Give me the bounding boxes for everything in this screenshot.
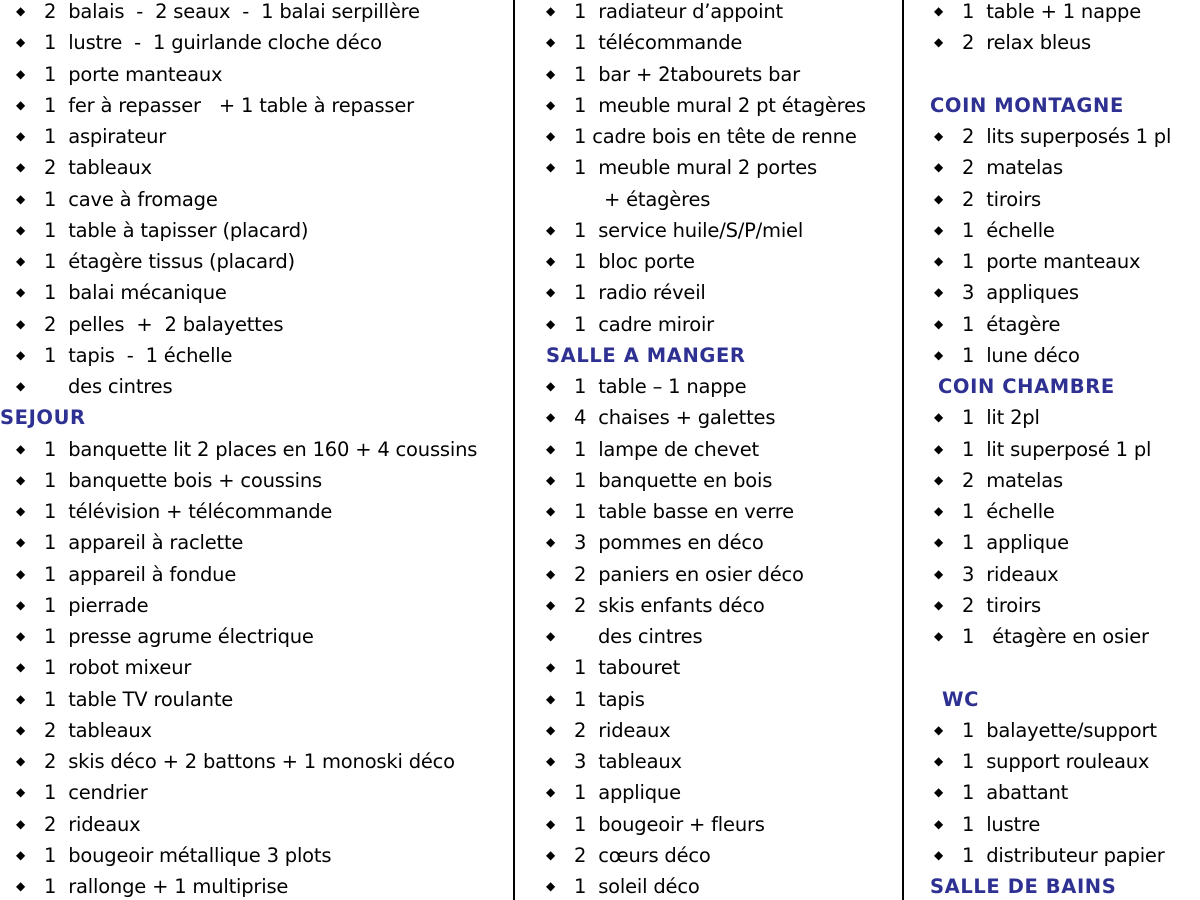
list-item-text: 1 lit superposé 1 pl: [962, 437, 1152, 461]
bullet-icon: ◆: [546, 4, 556, 18]
list-item-text: 1 fer à repasser + 1 table à repasser: [44, 93, 414, 117]
inventory-column-1: [0, 0, 512, 900]
list-item-text: 1 cave à fromage: [44, 187, 218, 211]
bullet-icon: ◆: [546, 316, 556, 331]
bullet-icon: ◆: [546, 691, 556, 706]
bullet-icon: ◆: [546, 35, 556, 50]
bullet-icon: ◆: [546, 566, 556, 581]
bullet-icon: ◆: [16, 347, 26, 362]
bullet-icon: ◆: [16, 472, 26, 487]
list-item-text: 1 support rouleaux: [962, 750, 1150, 773]
bullet-icon: ◆: [934, 316, 944, 331]
bullet-icon: ◆: [546, 410, 556, 425]
list-item-text: 1 lit 2pl: [962, 406, 1040, 430]
bullet-icon: ◆: [16, 316, 26, 331]
list-item-text: des cintres: [574, 625, 703, 648]
list-item-text: 1 table TV roulante: [44, 687, 234, 711]
list-item-text: 1 lustre: [962, 812, 1041, 836]
bullet-icon: ◆: [934, 4, 944, 18]
bullet-icon: ◆: [16, 66, 26, 81]
section-heading-text: SALLE A MANGER: [546, 343, 746, 367]
list-item-text: 1 table à tapisser (placard): [44, 218, 309, 242]
bullet-icon: ◆: [546, 722, 556, 737]
section-heading-text: COIN CHAMBRE: [938, 375, 1115, 398]
bullet-icon: ◆: [934, 629, 944, 643]
bullet-icon: ◆: [934, 191, 944, 206]
list-item-text: 1 lampe de chevet: [574, 437, 759, 461]
list-item-text: 1 distributeur papier: [962, 843, 1165, 867]
list-item-text: 1 télécommande: [574, 31, 743, 55]
bullet-icon: ◆: [16, 785, 26, 800]
bullet-icon: ◆: [546, 660, 556, 675]
bullet-icon: ◆: [934, 754, 944, 768]
list-item-text: 2 paniers en osier déco: [574, 562, 804, 586]
list-item-text: 3 pommes en déco: [574, 531, 764, 555]
list-item-text: 1 cadre miroir: [574, 312, 715, 336]
list-item-text: 4 chaises + galettes: [574, 406, 776, 430]
bullet-icon: ◆: [934, 35, 944, 50]
list-item-text: 2 lits superposés 1 pl: [962, 125, 1172, 148]
bullet-icon: ◆: [16, 754, 26, 768]
bullet-icon: ◆: [934, 847, 944, 862]
section-heading-text: SEJOUR: [0, 406, 86, 430]
bullet-icon: ◆: [546, 97, 556, 112]
bullet-icon: ◆: [934, 160, 944, 175]
list-item-text: 1 cadre bois en tête de renne: [574, 125, 857, 148]
list-item-text: 1 table basse en verre: [574, 500, 794, 523]
bullet-icon: ◆: [546, 441, 556, 456]
bullet-icon: ◆: [16, 847, 26, 862]
list-item-text: 1 abattant: [962, 781, 1069, 805]
list-item-text: 1 échelle: [962, 500, 1055, 523]
bullet-icon: ◆: [934, 410, 944, 425]
list-item-text: des cintres: [44, 375, 173, 398]
list-item-text: 1 aspirateur: [44, 125, 167, 148]
bullet-icon: ◆: [546, 847, 556, 862]
bullet-icon: ◆: [16, 566, 26, 581]
list-item-text: 1 pierrade: [44, 593, 149, 617]
bullet-icon: ◆: [546, 629, 556, 643]
bullet-icon: ◆: [16, 691, 26, 706]
list-item-text: 2 skis déco + 2 battons + 1 monoski déco: [44, 750, 455, 773]
list-item-text: 1 étagère: [962, 312, 1061, 336]
list-item-text: 1 télévision + télécommande: [44, 500, 333, 523]
list-item-text: 2 tableaux: [44, 718, 152, 742]
bullet-icon: ◆: [934, 785, 944, 800]
list-item-text: 2 tableaux: [44, 156, 152, 180]
bullet-icon: ◆: [934, 254, 944, 268]
list-item-text: 1 presse agrume électrique: [44, 625, 314, 648]
list-item-text: 1 balai mécanique: [44, 281, 227, 305]
list-item-text: 1 table – 1 nappe: [574, 375, 747, 398]
bullet-icon: ◆: [16, 254, 26, 268]
bullet-icon: ◆: [546, 379, 556, 393]
bullet-icon: ◆: [546, 535, 556, 550]
bullet-icon: ◆: [16, 285, 26, 300]
bullet-icon: ◆: [546, 160, 556, 175]
list-item-text: 2 matelas: [962, 468, 1063, 492]
bullet-icon: ◆: [16, 597, 26, 612]
list-item-text: 2 rideaux: [44, 812, 141, 836]
bullet-icon: ◆: [16, 379, 26, 393]
bullet-icon: ◆: [934, 535, 944, 550]
bullet-icon: ◆: [934, 285, 944, 300]
list-item-text: 2 skis enfants déco: [574, 593, 765, 617]
list-item-text: 1 appareil à fondue: [44, 562, 237, 586]
list-item-text: 1 bar + 2tabourets bar: [574, 62, 800, 86]
list-item-text: 1 porte manteaux: [44, 62, 223, 86]
list-item-text: 2 pelles + 2 balayettes: [44, 312, 284, 336]
list-item-text: 2 cœurs déco: [574, 843, 711, 867]
bullet-icon: ◆: [934, 222, 944, 237]
bullet-icon: ◆: [16, 4, 26, 18]
bullet-icon: ◆: [16, 816, 26, 831]
bullet-icon: ◆: [546, 504, 556, 518]
list-item-text: 2 balais - 2 seaux - 1 balai serpillère: [44, 0, 420, 23]
list-item-text: 1 appareil à raclette: [44, 531, 244, 555]
bullet-icon: ◆: [16, 129, 26, 143]
list-item-text: 1 soleil déco: [574, 875, 700, 898]
bullet-icon: ◆: [16, 879, 26, 893]
bullet-icon: ◆: [546, 879, 556, 893]
bullet-icon: ◆: [934, 722, 944, 737]
bullet-icon: ◆: [934, 441, 944, 456]
bullet-icon: ◆: [16, 535, 26, 550]
bullet-icon: ◆: [546, 285, 556, 300]
inventory-column-3: [918, 0, 1200, 900]
list-item-text: 1 banquette lit 2 places en 160 + 4 coussins: [44, 437, 478, 461]
list-item-text: 1 service huile/S/P/miel: [574, 218, 804, 242]
section-heading-text: WC: [942, 687, 980, 711]
list-item-text: 2 tiroirs: [962, 593, 1041, 617]
list-item-text: 1 tabouret: [574, 656, 681, 680]
bullet-icon: ◆: [16, 35, 26, 50]
bullet-icon: ◆: [16, 191, 26, 206]
bullet-icon: ◆: [546, 754, 556, 768]
bullet-icon: ◆: [934, 129, 944, 143]
list-item-text: 1 applique: [962, 531, 1069, 555]
bullet-icon: ◆: [934, 504, 944, 518]
bullet-icon: ◆: [16, 629, 26, 643]
list-item-text: 1 balayette/support: [962, 718, 1157, 742]
bullet-icon: ◆: [546, 222, 556, 237]
list-item-text: 1 meuble mural 2 portes: [574, 156, 818, 180]
list-item-text: 2 matelas: [962, 156, 1063, 180]
list-item-text: 1 banquette bois + coussins: [44, 468, 322, 492]
list-item-text: 1 échelle: [962, 218, 1055, 242]
bullet-icon: ◆: [16, 441, 26, 456]
list-item-text: 1 tapis - 1 échelle: [44, 343, 233, 367]
bullet-icon: ◆: [934, 472, 944, 487]
bullet-icon: ◆: [546, 785, 556, 800]
bullet-icon: ◆: [934, 816, 944, 831]
list-item-text: 1 table + 1 nappe: [962, 0, 1141, 23]
bullet-icon: ◆: [934, 566, 944, 581]
bullet-icon: ◆: [16, 722, 26, 737]
list-item-text: 3 tableaux: [574, 750, 682, 773]
list-item-text: 1 étagère tissus (placard): [44, 250, 295, 273]
list-item-text: 1 meuble mural 2 pt étagères: [574, 93, 866, 117]
column-divider: [902, 0, 904, 900]
list-item-text: 1 porte manteaux: [962, 250, 1141, 273]
list-item-text: 1 radio réveil: [574, 281, 706, 305]
bullet-icon: ◆: [546, 816, 556, 831]
list-item-text: 1 radiateur d’appoint: [574, 0, 783, 23]
inventory-column-2: [530, 0, 902, 900]
bullet-icon: ◆: [546, 66, 556, 81]
bullet-icon: ◆: [16, 160, 26, 175]
list-item-text: 1 robot mixeur: [44, 656, 192, 680]
list-item-text: 1 bougeoir + fleurs: [574, 812, 765, 836]
list-item-text: 1 bougeoir métallique 3 plots: [44, 843, 332, 867]
list-item-text: 1 applique: [574, 781, 681, 805]
list-item-text: 1 banquette en bois: [574, 468, 773, 492]
bullet-icon: ◆: [546, 597, 556, 612]
column-divider: [513, 0, 515, 900]
list-item-text: 2 relax bleus: [962, 31, 1092, 55]
list-item-text: + étagères: [604, 187, 711, 211]
bullet-icon: ◆: [546, 472, 556, 487]
list-item-text: 1 bloc porte: [574, 250, 695, 273]
bullet-icon: ◆: [16, 97, 26, 112]
list-item-text: 1 lustre - 1 guirlande cloche déco: [44, 31, 382, 55]
list-item-text: 1 tapis: [574, 687, 645, 711]
bullet-icon: ◆: [934, 347, 944, 362]
section-heading-text: COIN MONTAGNE: [930, 93, 1124, 117]
bullet-icon: ◆: [546, 129, 556, 143]
bullet-icon: ◆: [16, 504, 26, 518]
list-item-text: 1 cendrier: [44, 781, 148, 805]
list-item-text: 1 étagère en osier: [962, 625, 1149, 648]
list-item-text: 1 rallonge + 1 multiprise: [44, 875, 289, 898]
list-item-text: 2 tiroirs: [962, 187, 1041, 211]
bullet-icon: ◆: [934, 597, 944, 612]
list-item-text: 1 lune déco: [962, 343, 1080, 367]
bullet-icon: ◆: [16, 222, 26, 237]
list-item-text: 2 rideaux: [574, 718, 671, 742]
list-item-text: 3 appliques: [962, 281, 1079, 305]
section-heading-text: SALLE DE BAINS: [930, 875, 1117, 898]
list-item-text: 3 rideaux: [962, 562, 1059, 586]
bullet-icon: ◆: [546, 254, 556, 268]
bullet-icon: ◆: [16, 660, 26, 675]
